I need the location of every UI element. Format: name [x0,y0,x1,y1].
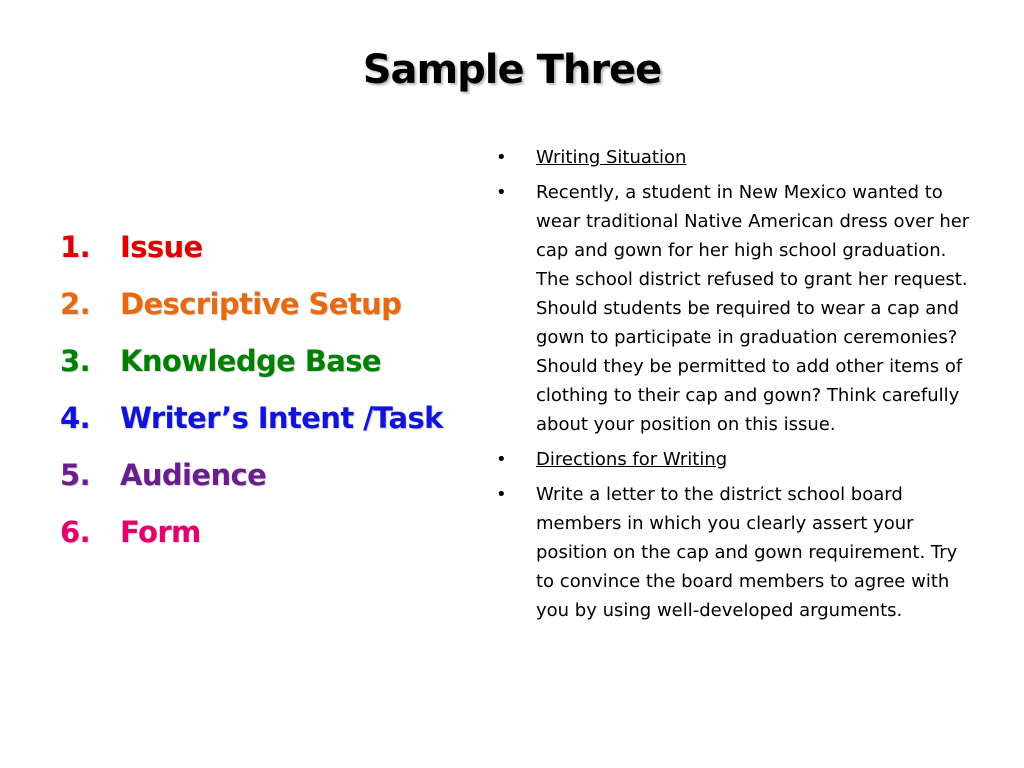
list-label: Issue [120,230,203,264]
list-label: Descriptive Setup [120,287,402,321]
numbered-list-item [60,458,480,515]
list-label: Knowledge Base [120,344,381,378]
numbered-list-item [60,515,480,572]
writing-situation-text: Recently, a student in New Mexico wanted to wear traditional Native American dress over her cap and gown for her high school graduation. The school district refused to grant her request. Should students be required to wear a cap and gown to participate in graduation ceremonies? Should they be permitted to add other items of clothing to their cap and gown? Think carefully about your position on this issue. [536,182,970,435]
bullet-icon: • [496,182,507,203]
list-number: 1. [60,230,90,264]
bullet-icon: • [496,147,507,168]
list-label: Form [120,515,201,549]
numbered-list-item [60,401,480,458]
list-label: Writer’s Intent /Task [120,401,443,435]
bullet-list [496,143,971,631]
directions-heading: Directions for Writing [536,449,728,470]
list-number: 6. [60,515,90,549]
bullet-list-item [496,143,971,172]
bullet-list-item [496,445,971,474]
bullet-icon: • [496,484,507,505]
writing-situation-heading: Writing Situation [536,147,687,168]
directions-text: Write a letter to the district school board members in which you clearly assert your position on the cap and gown requirement. Try to convince the board members to agree with you by using well-developed arguments. [536,484,958,621]
numbered-list-item [60,230,480,287]
bullet-icon: • [496,449,507,470]
list-number: 2. [60,287,90,321]
numbered-list-item [60,287,480,344]
bullet-list-item [496,178,971,439]
list-label: Audience [120,458,267,492]
numbered-list-item [60,344,480,401]
list-number: 5. [60,458,90,492]
list-number: 3. [60,344,90,378]
numbered-list [60,230,480,572]
list-number: 4. [60,401,90,435]
slide-title: Sample Three [362,47,662,93]
bullet-list-item [496,480,971,625]
